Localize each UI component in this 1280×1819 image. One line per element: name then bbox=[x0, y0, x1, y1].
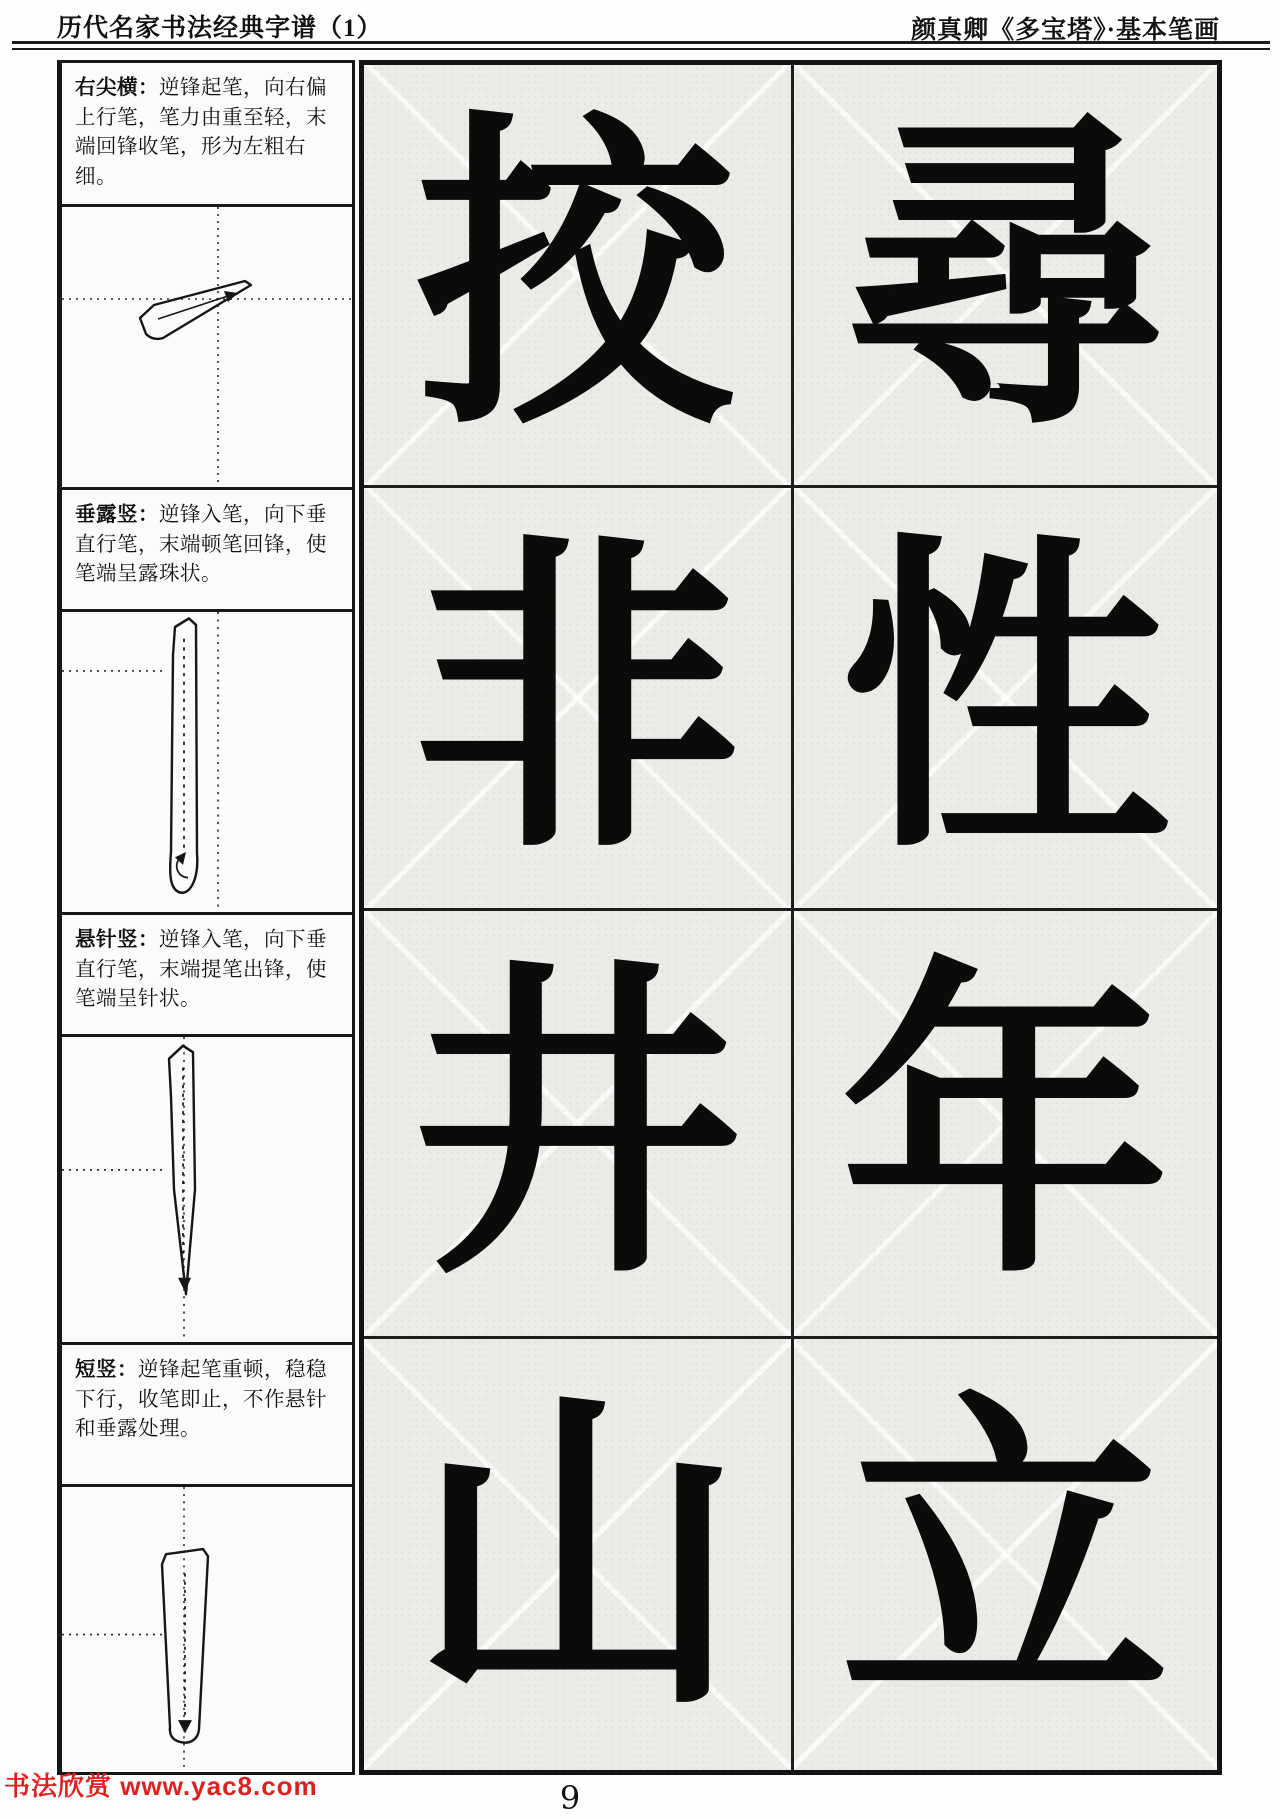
example-character: 井 bbox=[412, 929, 743, 1318]
example-character: 挍 bbox=[412, 81, 743, 469]
stop-end-arrow bbox=[178, 1720, 192, 1733]
suspended-needle-vertical-stroke-diagram-icon bbox=[62, 1037, 352, 1342]
calligraphy-cell-row1-right bbox=[791, 65, 1218, 488]
stroke-description: 逆锋入笔，向下垂直行笔，末端提笔出锋，使笔端呈针状。 bbox=[75, 929, 327, 1011]
example-character: 非 bbox=[412, 504, 743, 892]
stroke-term-label: 悬针竖： bbox=[75, 929, 159, 951]
example-character: 山 bbox=[412, 1360, 743, 1749]
lesson-paragraph bbox=[62, 915, 352, 1015]
header-divider-rule bbox=[12, 41, 1270, 50]
diagram-box-right-pointed-horizontal bbox=[57, 207, 355, 490]
calligraphy-cell-row2-right bbox=[791, 488, 1218, 911]
stroke-description: 逆锋起笔，向右偏上行笔，笔力由重至轻，末端回锋收笔，形为左粗右细。 bbox=[75, 77, 327, 189]
stroke-term-label: 短竖： bbox=[75, 1359, 138, 1381]
stroke-outline bbox=[140, 281, 251, 339]
page-number: 9 bbox=[559, 1779, 581, 1817]
book-series-title: 历代名家书法经典字谱（1） bbox=[57, 15, 383, 42]
example-character: 性 bbox=[840, 504, 1171, 892]
lesson-text-right-pointed-horizontal bbox=[57, 60, 355, 207]
calligraphy-cell-row3-right bbox=[791, 911, 1218, 1339]
calligraphy-cell-row1-left bbox=[364, 65, 791, 488]
stroke-description: 逆锋入笔，向下垂直行笔，末端顿笔回锋，使笔端呈露珠状。 bbox=[75, 504, 327, 586]
lesson-paragraph bbox=[62, 63, 352, 193]
lesson-paragraph bbox=[62, 1345, 352, 1445]
right-pointed-horizontal-stroke-diagram-icon bbox=[62, 207, 352, 487]
example-character: 年 bbox=[840, 929, 1171, 1318]
lesson-paragraph bbox=[62, 490, 352, 590]
chapter-title: 颜真卿《多宝塔》·基本笔画 bbox=[911, 17, 1220, 44]
stroke-outline bbox=[170, 618, 197, 892]
example-character-grid bbox=[359, 60, 1222, 1775]
diagram-box-short-vertical bbox=[57, 1487, 355, 1775]
stroke-description: 逆锋起笔重顿，稳稳下行，收笔即止，不作悬针和垂露处理。 bbox=[75, 1359, 327, 1441]
diagram-box-dew-drop-vertical bbox=[57, 612, 355, 915]
stroke-term-label: 右尖横： bbox=[75, 77, 159, 99]
site-watermark: 书法欣赏 www.yac8.com bbox=[4, 1771, 318, 1801]
lesson-text-dew-drop-vertical bbox=[57, 490, 355, 612]
calligraphy-cell-row2-left bbox=[364, 488, 791, 911]
calligraphy-cell-row4-right bbox=[791, 1339, 1218, 1770]
diagram-box-suspended-needle-vertical bbox=[57, 1037, 355, 1345]
stroke-term-label: 垂露竖： bbox=[75, 504, 159, 526]
dew-drop-vertical-stroke-diagram-icon bbox=[62, 612, 352, 912]
example-character: 尋 bbox=[840, 81, 1171, 469]
lesson-text-suspended-needle-vertical bbox=[57, 915, 355, 1037]
calligraphy-cell-row4-left bbox=[364, 1339, 791, 1770]
example-character: 立 bbox=[840, 1360, 1171, 1749]
exit-tip-arrow bbox=[178, 1278, 191, 1292]
short-vertical-stroke-diagram-icon bbox=[62, 1487, 352, 1772]
stroke-outline bbox=[169, 1046, 195, 1294]
lesson-text-short-vertical bbox=[57, 1345, 355, 1487]
calligraphy-cell-row3-left bbox=[364, 911, 791, 1339]
